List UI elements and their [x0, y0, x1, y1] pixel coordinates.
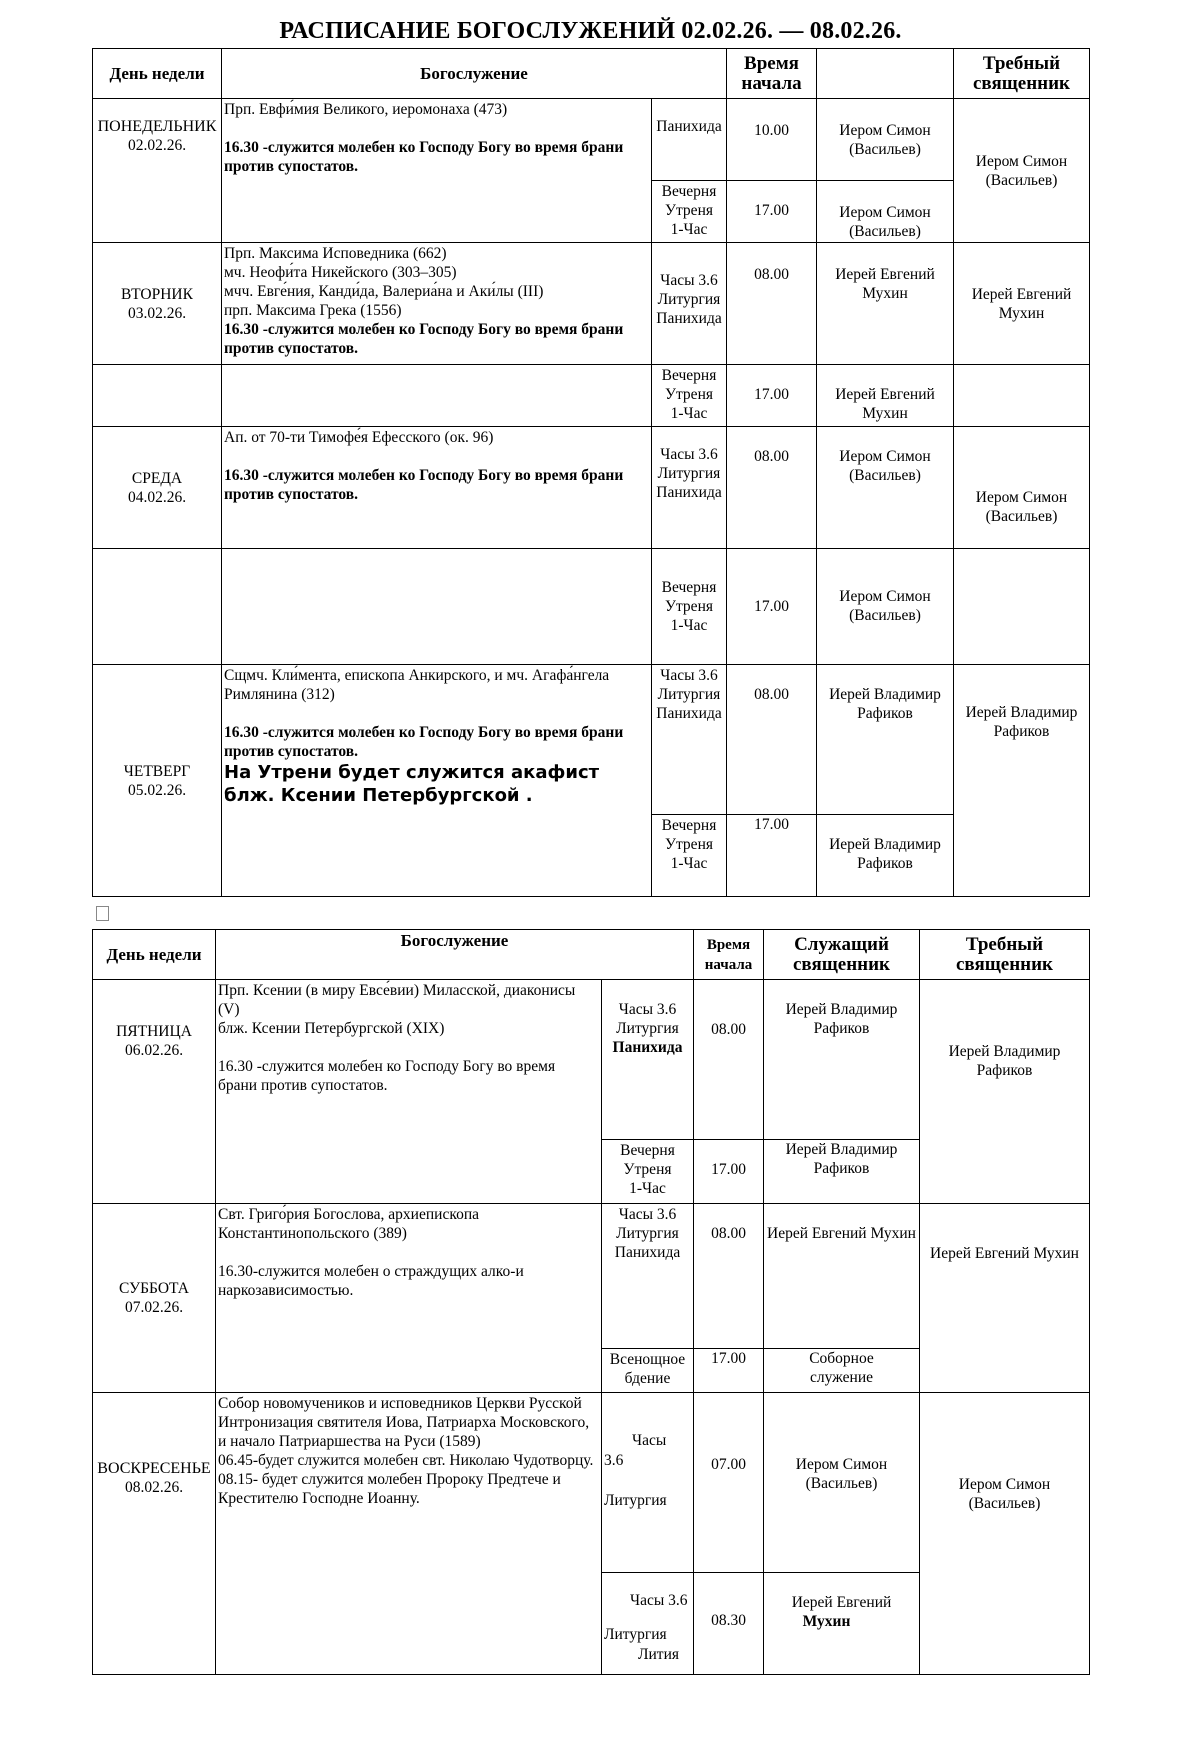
feast-text: Свт. Григо́рия Богослова, архиепископа Константинопольского (389): [218, 1206, 479, 1242]
service-type: [652, 99, 727, 181]
moleben-text: 16.30 -служится молебен ко Господу Богу во время брани против супостатов.: [224, 467, 624, 503]
empty-cell: [93, 365, 222, 427]
empty-cell: [93, 549, 222, 665]
service-type: [602, 1204, 694, 1349]
moleben-text: 08.15- будет служится молебен Пророку Предтече и Крестителю Господне Иоанну.: [218, 1471, 561, 1507]
table-row: [93, 549, 1090, 665]
treb-priest: Иерей Евгений Мухин: [920, 1204, 1090, 1393]
treb-priest: Иером Симон (Васильев): [920, 1393, 1090, 1675]
empty-cell: [216, 1349, 602, 1393]
treb-priest: Иером Симон (Васильев): [954, 427, 1090, 549]
moleben-text: 16.30 -служится молебен ко Господу Богу во время брани против супостатов.: [224, 321, 624, 357]
service-label: Вечерня: [661, 183, 717, 200]
empty-cell: [954, 549, 1090, 665]
header-time: Время начала: [727, 49, 817, 99]
service-type: [602, 980, 694, 1140]
day-name: ЧЕТВЕРГ: [123, 762, 191, 780]
start-time: 07.00: [694, 1393, 764, 1573]
day-cell-tuesday: [93, 243, 222, 365]
feast-text: Прп. Евфи́мия Великого, иеромонаха (473): [224, 101, 508, 118]
service-label: Панихида: [656, 118, 722, 135]
service-label: Утреня: [665, 386, 713, 403]
service-label: 1-Час: [670, 855, 708, 872]
service-label: Литургия: [604, 1626, 667, 1643]
start-time: 10.00: [727, 99, 817, 181]
service-label: Часы 3.6: [618, 1206, 677, 1223]
start-time: 17.00: [694, 1349, 764, 1393]
day-date: 08.02.26.: [124, 1479, 184, 1496]
service-label: Часы: [632, 1432, 667, 1449]
empty-cell: [954, 365, 1090, 427]
day-date: 07.02.26.: [124, 1299, 184, 1316]
service-label: Лития: [638, 1646, 680, 1663]
service-label: Вечерня: [661, 817, 717, 834]
day-date: 04.02.26.: [127, 488, 187, 506]
service-label: Литургия: [616, 1225, 679, 1242]
serving-priest: Иером Симон (Васильев): [764, 1393, 920, 1573]
header-treb: Требный священник: [920, 930, 1090, 980]
service-label: 1-Час: [670, 617, 708, 634]
service-label: 1-Час: [629, 1180, 666, 1197]
table-row: [93, 1204, 1090, 1349]
start-time: 08.30: [694, 1573, 764, 1675]
service-label: Литургия: [657, 291, 721, 308]
day-date: 05.02.26.: [127, 781, 187, 799]
feast-text: Собор новомучеников и исповедников Церкви Русской: [218, 1395, 582, 1412]
priest-name: Мухин: [802, 1613, 851, 1630]
service-label: Часы 3.6: [618, 1001, 677, 1018]
start-time: 17.00: [727, 815, 817, 897]
serving-priest: Иерей Владимир Рафиков: [764, 980, 920, 1140]
service-description: [222, 665, 652, 897]
service-type: [652, 665, 727, 815]
serving-priest: Иерей Владимир Рафиков: [817, 815, 954, 897]
serving-priest: Иером Симон (Васильев): [817, 99, 954, 181]
service-label: Вечерня: [661, 367, 717, 384]
treb-priest: Иерей Владимир Рафиков: [920, 980, 1090, 1204]
moleben-text: брани против супостатов.: [218, 1077, 388, 1094]
service-type: [652, 365, 727, 427]
service-type: [602, 1140, 694, 1204]
start-time: 08.00: [727, 427, 817, 549]
day-cell-monday: [93, 99, 222, 243]
service-label: 3.6: [604, 1452, 624, 1469]
day-date: 03.02.26.: [127, 304, 187, 322]
start-time: 08.00: [694, 1204, 764, 1349]
feast-text: Ап. от 70-ти Тимофе́я Ефесского (ок. 96): [224, 429, 494, 446]
header-day: День недели: [93, 49, 222, 99]
service-description: [216, 1204, 602, 1349]
table-header-row: [93, 930, 1090, 980]
day-cell-sunday: [93, 1393, 216, 1675]
day-name: ПОНЕДЕЛЬНИК: [97, 118, 217, 135]
service-label: 1-Час: [670, 405, 708, 422]
service-label: Панихида: [656, 310, 722, 327]
day-cell-wednesday: [93, 427, 222, 549]
day-cell-friday: [93, 980, 216, 1204]
service-description: [216, 1393, 602, 1573]
serving-priest: [764, 1573, 920, 1675]
serving-priest: Иерей Евгений Мухин: [817, 365, 954, 427]
table-row: [93, 427, 1090, 549]
day-date: 02.02.26.: [127, 137, 187, 154]
start-time: 17.00: [727, 181, 817, 243]
service-type: [652, 243, 727, 365]
serving-priest: Иером Симон (Васильев): [817, 181, 954, 243]
service-label: Часы 3.6: [630, 1592, 688, 1609]
empty-cell: [222, 549, 652, 665]
service-label: Панихида: [612, 1039, 683, 1056]
feast-text: блж. Ксении Петербургской (XIX): [218, 1020, 445, 1037]
service-label: Утреня: [665, 598, 713, 615]
empty-cell: [216, 1140, 602, 1204]
service-type: [652, 427, 727, 549]
feast-text: Сщмч. Кли́мента, епископа Анкирского, и мч. Агафа́нгела Римлянина (312): [224, 667, 610, 703]
service-label: Часы 3.6: [660, 272, 718, 289]
table-row: [93, 980, 1090, 1140]
service-label: Часы 3.6: [660, 667, 718, 684]
serving-priest: Иерей Владимир Рафиков: [817, 665, 954, 815]
service-label: Утреня: [623, 1161, 672, 1178]
start-time: 17.00: [694, 1140, 764, 1204]
schedule-table-1: [92, 48, 1090, 897]
service-label: Панихида: [656, 705, 722, 722]
serving-priest: Иером Симон (Васильев): [817, 427, 954, 549]
day-name: ПЯТНИЦА: [116, 1023, 192, 1040]
service-label: Литургия: [616, 1020, 679, 1037]
moleben-text: 06.45-будет служится молебен свт. Николаю Чудотворцу.: [218, 1452, 594, 1469]
empty-cell: [222, 365, 652, 427]
day-cell-thursday: [93, 665, 222, 897]
table-row: [93, 665, 1090, 815]
service-description: [222, 243, 652, 365]
service-label: Панихида: [656, 484, 722, 501]
day-name: ВТОРНИК: [121, 285, 193, 303]
serving-priest: Иерей Евгений Мухин: [764, 1204, 920, 1349]
service-type: [652, 815, 727, 897]
header-service: Богослужение: [216, 930, 694, 980]
service-description: [222, 99, 652, 243]
start-time: 17.00: [727, 549, 817, 665]
empty-cell: [216, 1573, 602, 1675]
header-service: Богослужение: [222, 49, 727, 99]
service-label: Литургия: [604, 1492, 667, 1509]
day-date: 06.02.26.: [124, 1042, 184, 1059]
service-description: [216, 980, 602, 1140]
moleben-text: 16.30 -служится молебен ко Господу Богу во время: [218, 1058, 556, 1075]
header-day: День недели: [93, 930, 216, 980]
service-label: Литургия: [657, 465, 721, 482]
feast-text: Прп. Ксении (в миру Евсе́вии) Миласской, диаконисы (V): [218, 982, 576, 1018]
treb-priest: Иером Симон (Васильев): [954, 99, 1090, 243]
feast-text: Прп. Максима Исповедника (662): [224, 245, 447, 262]
feast-text: мчч. Евге́ния, Канди́да, Валериа́на и Аки́лы (III): [224, 283, 544, 300]
serving-priest: Иером Симон (Васильев): [817, 549, 954, 665]
service-type: [652, 549, 727, 665]
start-time: 08.00: [694, 980, 764, 1140]
start-time: 17.00: [727, 365, 817, 427]
header-time: Время начала: [694, 930, 764, 980]
start-time: 08.00: [727, 665, 817, 815]
service-label: Литургия: [657, 686, 721, 703]
day-name: СРЕДА: [131, 469, 183, 487]
checkbox-placeholder-icon: [96, 906, 109, 921]
service-label: Утреня: [665, 202, 713, 219]
service-label: Часы 3.6: [660, 446, 718, 463]
serving-priest: Иерей Евгений Мухин: [817, 243, 954, 365]
day-cell-saturday: [93, 1204, 216, 1393]
header-serving: Служащий священник: [764, 930, 920, 980]
start-time: 08.00: [727, 243, 817, 365]
table-row: [93, 365, 1090, 427]
schedule-table-2: [92, 929, 1090, 1675]
moleben-text: 16.30 -служится молебен ко Господу Богу во время брани против супостатов.: [224, 139, 624, 175]
service-type: [602, 1393, 694, 1573]
service-label: Вечерня: [620, 1142, 675, 1159]
service-label: Вечерня: [661, 579, 717, 596]
page-title: РАСПИСАНИЕ БОГОСЛУЖЕНИЙ 02.02.26. — 08.02.26.: [279, 18, 902, 44]
table-row: [93, 243, 1090, 365]
service-description: [222, 427, 652, 549]
header-treb: Требный священник: [954, 49, 1090, 99]
table-row: [93, 1393, 1090, 1573]
service-label: 1-Час: [670, 221, 708, 238]
serving-priest: Иерей Владимир Рафиков: [764, 1140, 920, 1204]
service-type: [652, 181, 727, 243]
priest-name: Иерей Евгений: [791, 1594, 892, 1611]
table-row: [93, 99, 1090, 181]
service-type: Всенощное бдение: [602, 1349, 694, 1393]
service-label: Утреня: [665, 836, 713, 853]
treb-priest: Иерей Евгений Мухин: [954, 243, 1090, 365]
feast-text: Интронизация святителя Иова, Патриарха Московского, и начало Патриаршества на Руси (1589): [218, 1414, 590, 1450]
feast-text: прп. Максима Грека (1556): [224, 302, 402, 319]
feast-text: мч. Неофи́та Никейского (303–305): [224, 264, 457, 281]
service-label: Панихида: [614, 1244, 681, 1261]
akafist-text: На Утрени будет служится акафист блж. Ксении Петербургской .: [224, 762, 600, 806]
serving-priest: Соборное служение: [764, 1349, 920, 1393]
treb-priest: Иерей Владимир Рафиков: [954, 665, 1090, 897]
header-empty: [817, 49, 954, 99]
moleben-text: 16.30-служится молебен о страждущих алко-и наркозависимостью.: [218, 1263, 524, 1299]
day-name: ВОСКРЕСЕНЬЕ: [97, 1460, 211, 1477]
moleben-text: 16.30 -служится молебен ко Господу Богу во время брани против супостатов.: [224, 724, 624, 760]
service-type: [602, 1573, 694, 1675]
table-header-row: [93, 49, 1090, 99]
day-name: СУББОТА: [119, 1280, 189, 1297]
